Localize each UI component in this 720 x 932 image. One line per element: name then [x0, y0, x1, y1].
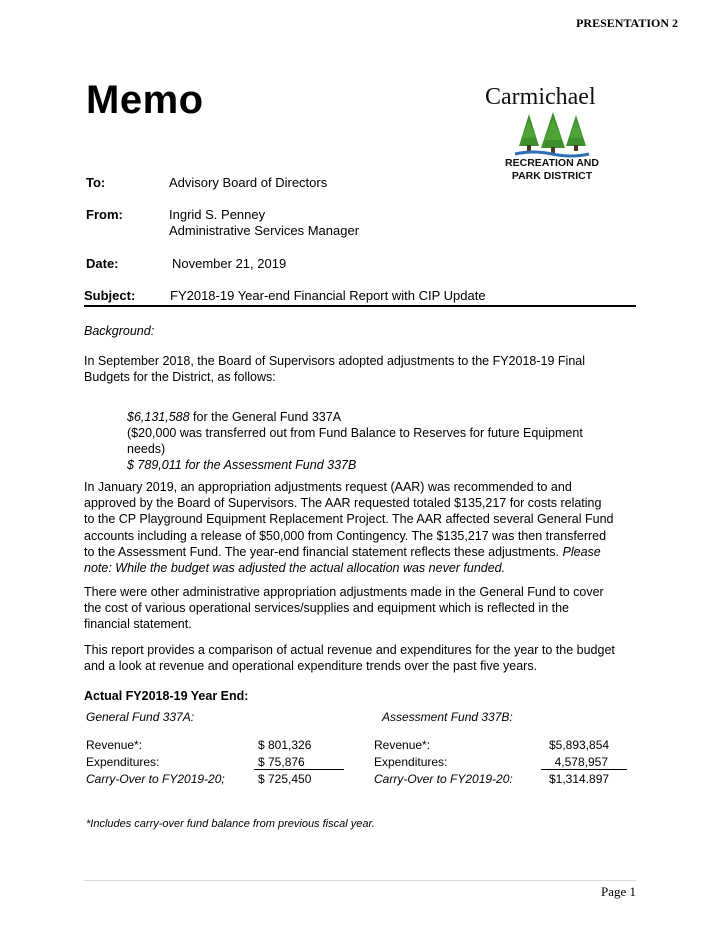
general-fund-adjustment: $6,131,588 for the General Fund 337A ($20,000 was transferred out from Fund Balance to Reserves for future Equipment needs) — [127, 410, 583, 457]
assessment-fund-title: Assessment Fund 337B: — [382, 710, 513, 724]
paragraph-3: There were other administrative appropriation adjustments made in the General Fund to cover the cost of various operational services/supplies and equipment which is reflected in the financial statement. — [84, 585, 604, 632]
af-expenditures-value: 4,578,957 — [541, 755, 627, 770]
af-carryover-value: $1,314.897 — [549, 772, 610, 786]
trees-icon — [513, 112, 591, 158]
memo-title: Memo — [86, 78, 204, 122]
date-value: November 21, 2019 — [172, 256, 287, 271]
paragraph-4: This report provides a comparison of actual revenue and expenditures for the year to the budget and a look at revenue and operational expenditure trends over the past five years. — [84, 643, 615, 674]
to-label: To: — [86, 175, 106, 190]
af-revenue-value: $5,893,854 — [549, 738, 610, 752]
from-title: Administrative Services Manager — [169, 223, 360, 238]
from-label: From: — [86, 207, 123, 222]
general-fund-title: General Fund 337A: — [86, 710, 195, 724]
subject-value: FY2018-19 Year-end Financial Report with CIP Update — [170, 288, 486, 303]
actual-heading: Actual FY2018-19 Year End: — [84, 689, 249, 703]
subject-label: Subject: — [84, 288, 136, 303]
footer-divider — [84, 880, 636, 881]
from-name: Ingrid S. Penney — [169, 207, 266, 222]
logo-subtitle: RECREATION AND PARK DISTRICT — [505, 157, 599, 182]
date-label: Date: — [86, 256, 119, 271]
gf-carryover-label: Carry-Over to FY2019-20; — [86, 772, 225, 786]
paragraph-2: In January 2019, an appropriation adjustments request (AAR) was recommended to and approved by the Board of Supervisors. The AAR requested totaled $135,217 for costs relating to the CP Playground Equipment Replacement Project. The AAR affected several General Fund accounts including a release of $50,000 from Contingency. The $135,217 was then transferred to the Assessment Fund. The year-end financial statement reflects these adjustments. Please note: While the budget was adjusted the actual allocation was never funded. — [84, 480, 614, 576]
background-heading: Background: — [84, 324, 155, 338]
af-revenue-label: Revenue*: — [374, 738, 431, 752]
logo-name: Carmichael — [485, 84, 596, 110]
assessment-fund-adjustment: $ 789,011 for the Assessment Fund 337B — [127, 458, 357, 472]
paragraph-1: In September 2018, the Board of Supervisors adopted adjustments to the FY2018-19 Final Budgets for the District, as follows: — [84, 354, 586, 385]
af-expenditures-label: Expenditures: — [374, 755, 448, 769]
subject-divider — [84, 305, 636, 307]
gf-expenditures-label: Expenditures: — [86, 755, 160, 769]
gf-revenue-value: $ 801,326 — [258, 738, 312, 752]
gf-revenue-label: Revenue*: — [86, 738, 143, 752]
gf-carryover-value: $ 725,450 — [258, 772, 312, 786]
page-number: Page 1 — [600, 884, 636, 899]
to-value: Advisory Board of Directors — [169, 175, 328, 190]
af-carryover-label: Carry-Over to FY2019-20: — [374, 772, 513, 786]
gf-expenditures-value: $ 75,876 — [254, 755, 344, 770]
presentation-label: PRESENTATION 2 — [576, 16, 678, 30]
carryover-footnote: *Includes carry-over fund balance from previous fiscal year. — [86, 818, 375, 830]
district-logo — [485, 84, 617, 194]
